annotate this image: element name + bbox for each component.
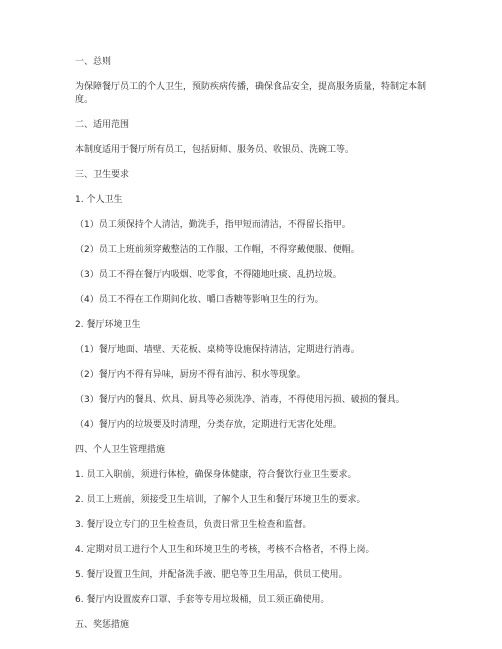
list-item: 1. 员工入职前，须进行体检，确保身体健康，符合餐饮行业卫生要求。 xyxy=(75,470,357,480)
list-item: 6. 餐厅内设置废弃口罩、手套等专用垃圾桶，员工须正确使用。 xyxy=(75,595,330,605)
list-item: （3）员工不得在餐厅内吸烟、吃零食，不得随地吐痰、乱扔垃圾。 xyxy=(75,270,342,280)
document-body xyxy=(75,56,435,632)
list-item: （1）餐厅地面、墙壁、天花板、桌椅等设施保持清洁，定期进行消毒。 xyxy=(75,345,360,355)
section-heading-requirements: 三、卫生要求 xyxy=(75,170,130,180)
subsection-title-personal-hygiene: 1. 个人卫生 xyxy=(75,195,123,205)
list-item: 2. 员工上班前，须接受卫生培训，了解个人卫生和餐厅环境卫生的要求。 xyxy=(75,495,366,505)
section-body-scope: 本制度适用于餐厅所有员工，包括厨师、服务员、收银员、洗碗工等。 xyxy=(75,145,355,155)
section-heading-measures: 四、个人卫生管理措施 xyxy=(75,445,166,455)
section-heading-general: 一、总则 xyxy=(75,57,112,67)
list-item: 4. 定期对员工进行个人卫生和环境卫生的考核，考核不合格者，不得上岗。 xyxy=(75,545,375,555)
list-item: 5. 餐厅设置卫生间，并配备洗手液、肥皂等卫生用品，供员工使用。 xyxy=(75,570,348,580)
section-heading-scope: 二、适用范围 xyxy=(75,120,130,130)
section-body-general: 为保障餐厅员工的个人卫生，预防疾病传播，确保食品安全，提高服务质量，特制定本制度。 xyxy=(75,82,427,105)
list-item: （2）员工上班前须穿戴整洁的工作服、工作帽，不得穿戴便服、便帽。 xyxy=(75,245,360,255)
list-item: （1）员工须保持个人清洁，勤洗手，指甲短而清洁，不得留长指甲。 xyxy=(75,220,351,230)
list-item: （2）餐厅内不得有异味，厨房不得有油污、积水等现象。 xyxy=(75,370,306,380)
list-item: （4）员工不得在工作期间化妆、嚼口香糖等影响卫生的行为。 xyxy=(75,295,324,305)
subsection-title-environment: 2. 餐厅环境卫生 xyxy=(75,320,141,330)
list-item: （4）餐厅内的垃圾要及时清理，分类存放，定期进行无害化处理。 xyxy=(75,420,342,430)
section-heading-rewards: 五、奖惩措施 xyxy=(75,620,130,630)
list-item: （3）餐厅内的餐具、炊具、厨具等必须洗净、消毒，不得使用污损、破损的餐具。 xyxy=(75,395,405,405)
list-item: 3. 餐厅设立专门的卫生检查员，负责日常卫生检查和监督。 xyxy=(75,520,312,530)
